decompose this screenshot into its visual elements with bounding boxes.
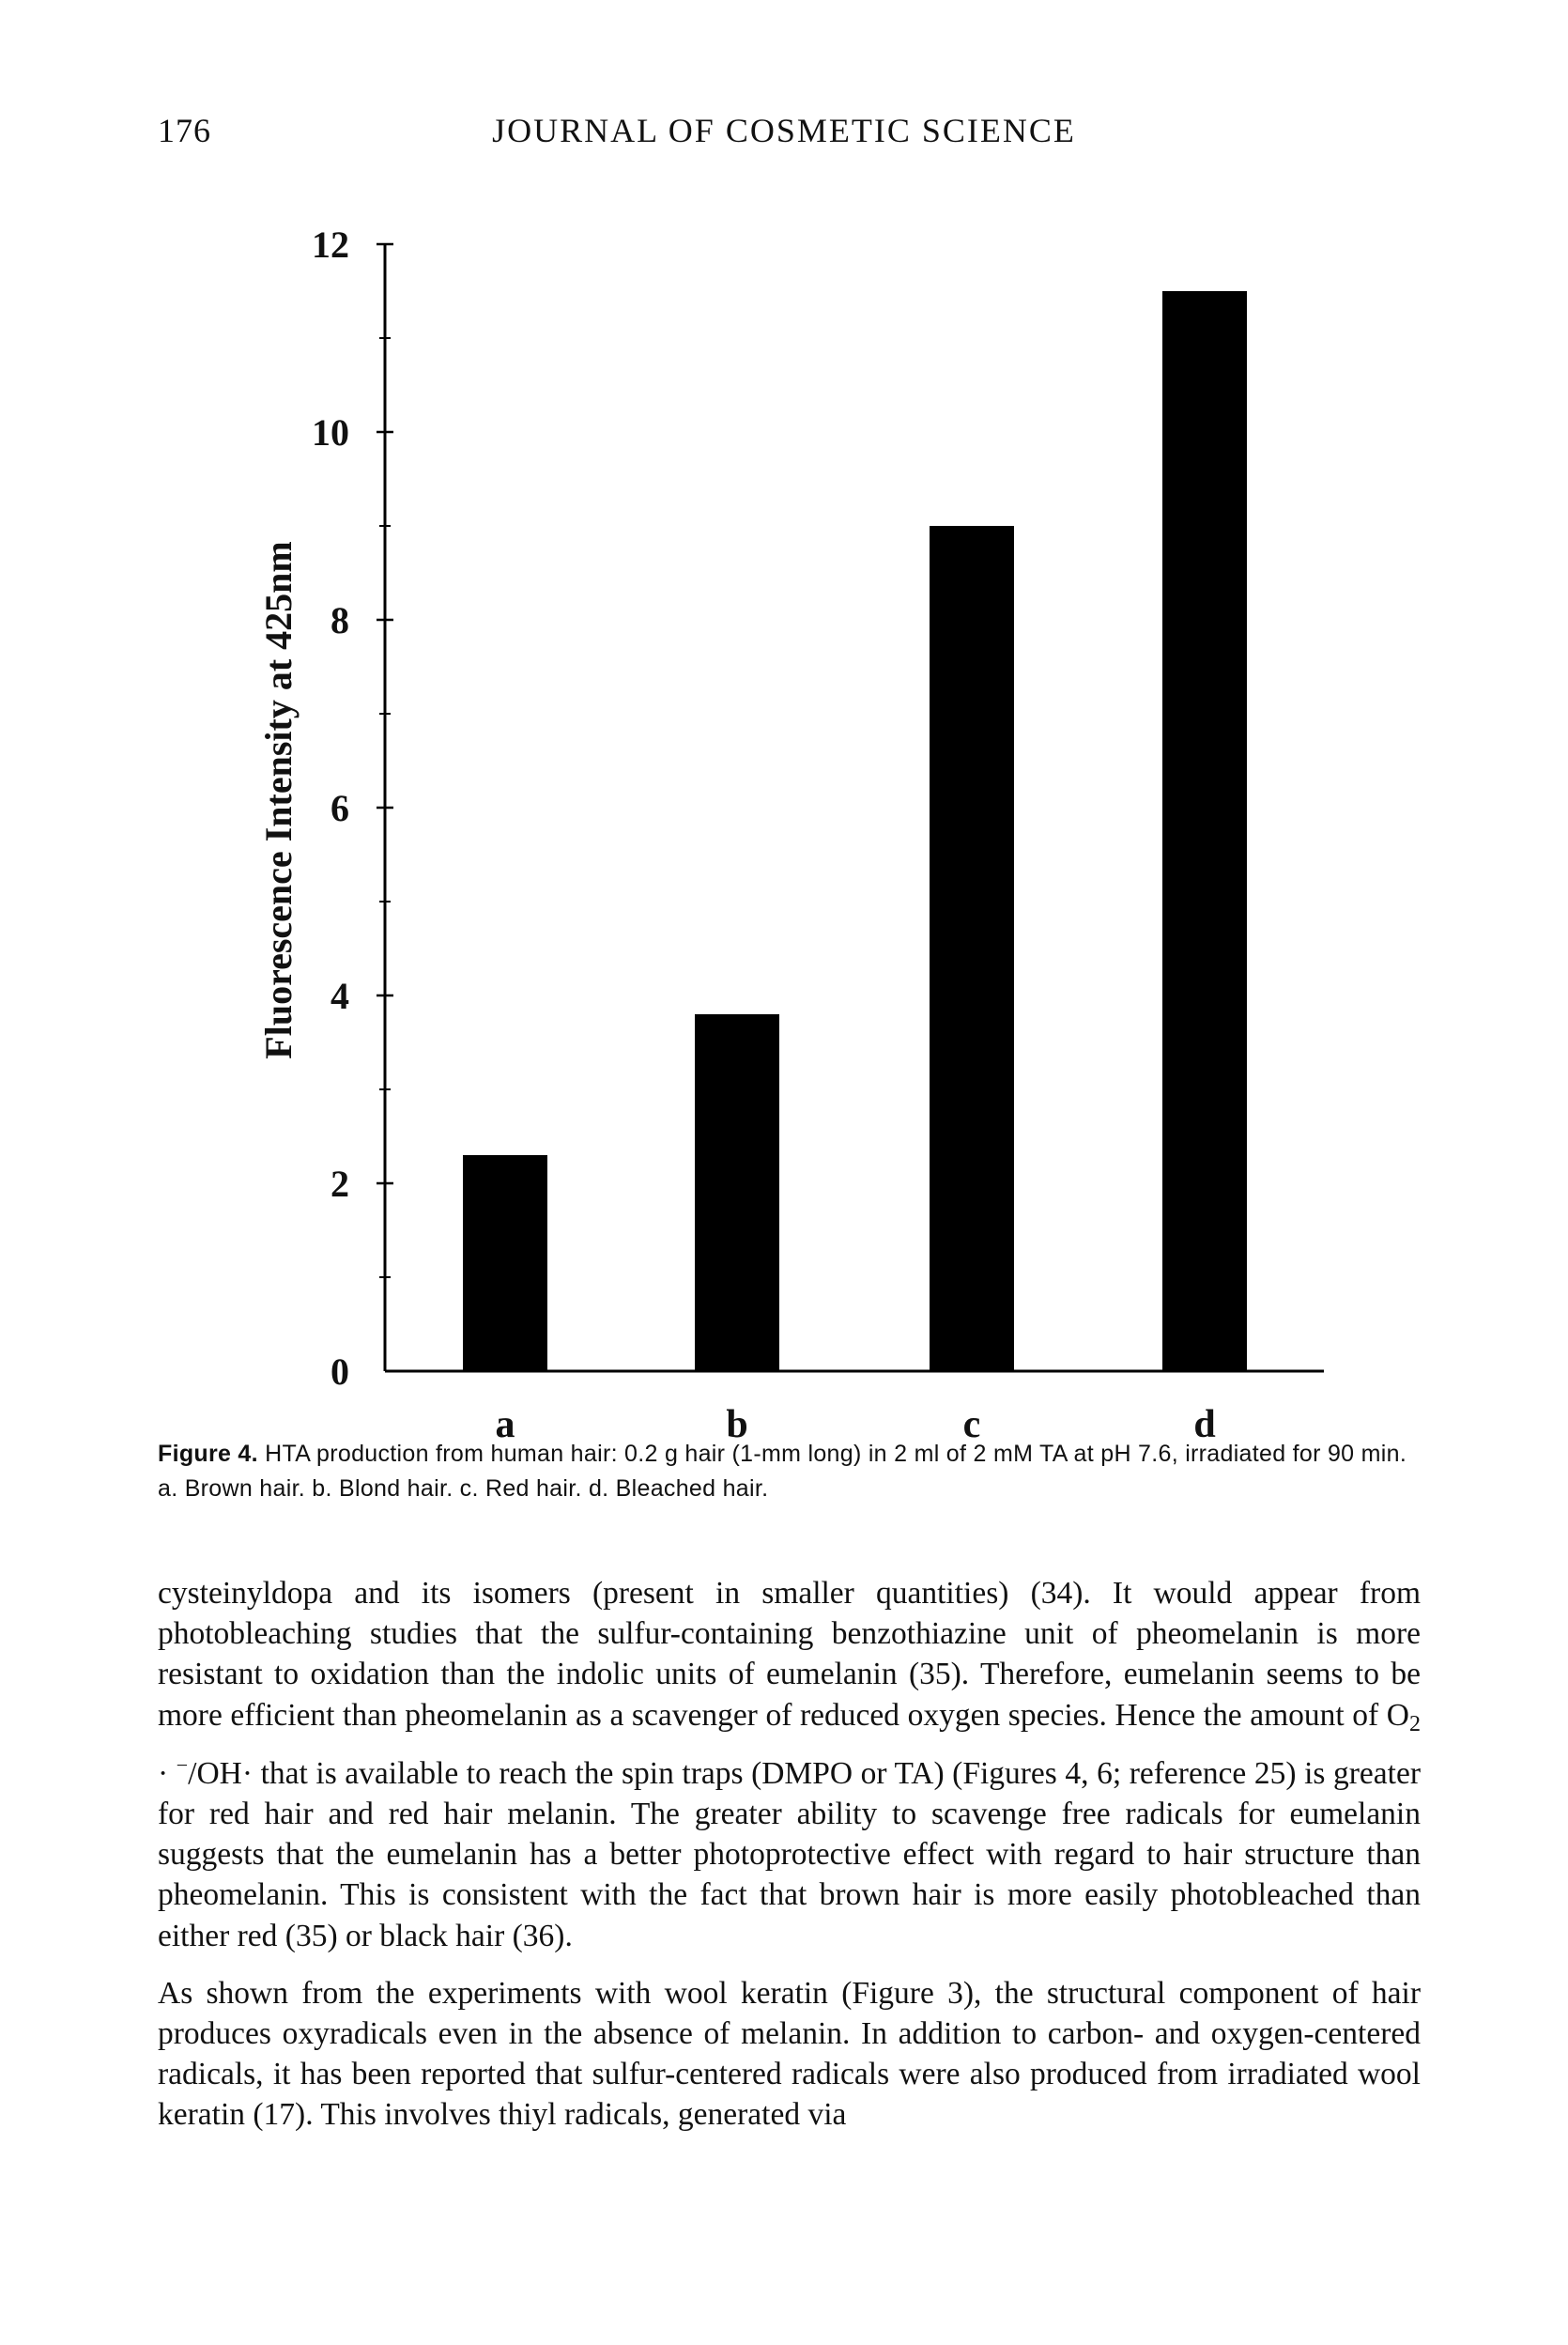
- y-tick-label: 10: [312, 411, 349, 454]
- x-category-label: c: [962, 1403, 981, 1446]
- bar-a: [463, 1155, 547, 1371]
- y-tick-label: 6: [331, 787, 349, 829]
- x-category-label: a: [495, 1403, 515, 1446]
- x-category-label: d: [1193, 1403, 1216, 1446]
- figure-label: Figure 4.: [158, 1441, 258, 1467]
- y-tick-label: 0: [331, 1350, 349, 1393]
- bar-chart: [0, 207, 1568, 1456]
- y-tick-label: 8: [331, 599, 349, 641]
- figure-caption: [158, 1437, 1421, 1506]
- y-tick-label: 2: [331, 1163, 349, 1205]
- page-header: [0, 111, 1568, 167]
- chart-svg: [0, 207, 1568, 1456]
- paragraph-1-part-2: /OH· that is available to reach the spin traps (DMPO or TA) (Figures 4, 6; reference 25) is greater for red hair and red hair melanin. The greater ability to scavenge free radicals for eumelanin suggests that the eumelanin has a better photoprotective effect with regard to hair structure than pheomelanin. This is consistent with the fact that brown hair is more easily photobleached than either red (35) or black hair (36).: [158, 1755, 1421, 1953]
- y-tick-label: 12: [312, 224, 349, 266]
- y-tick-label: 4: [331, 975, 349, 1017]
- y-axis-label: Fluorescence Intensity at 425nm: [257, 541, 300, 1059]
- caption-text: HTA production from human hair: 0.2 g hair (1-mm long) in 2 ml of 2 mM TA at pH 7.6, irradiated for 90 min. a. Brown hair. b. Blond hair. c. Red hair. d. Bleached hair.: [158, 1441, 1407, 1502]
- minus-superscript: −: [176, 1752, 189, 1777]
- oxygen-subscript: 2: [1409, 1711, 1421, 1736]
- paragraph-1: [158, 1573, 1421, 1956]
- bar-b: [695, 1014, 779, 1371]
- bar-d: [1162, 291, 1247, 1371]
- body-text: [158, 1573, 1421, 2152]
- paragraph-1-part-1: cysteinyldopa and its isomers (present in smaller quantities) (34). It would appear from photobleaching studies that the sulfur-containing benzothiazine unit of pheomelanin is more resistant to oxidation than the indolic units of eumelanin (35). Therefore, eumelanin seems to be more efficient than pheomelanin as a scavenger of reduced oxygen species. Hence the amount of O: [158, 1576, 1421, 1733]
- page-number: 176: [158, 112, 211, 149]
- bar-c: [930, 526, 1014, 1371]
- radical-dot: ·: [158, 1755, 177, 1791]
- journal-title: JOURNAL OF COSMETIC SCIENCE: [492, 112, 1076, 149]
- paragraph-2: As shown from the experiments with wool keratin (Figure 3), the structural component of hair produces oxyradicals even in the absence of melanin. In addition to carbon- and oxygen-centered radicals, it has been reported that sulfur-centered radicals were also produced from irradiated wool keratin (17). This involves thiyl radicals, generated via: [158, 1975, 1421, 2133]
- x-category-label: b: [726, 1403, 748, 1446]
